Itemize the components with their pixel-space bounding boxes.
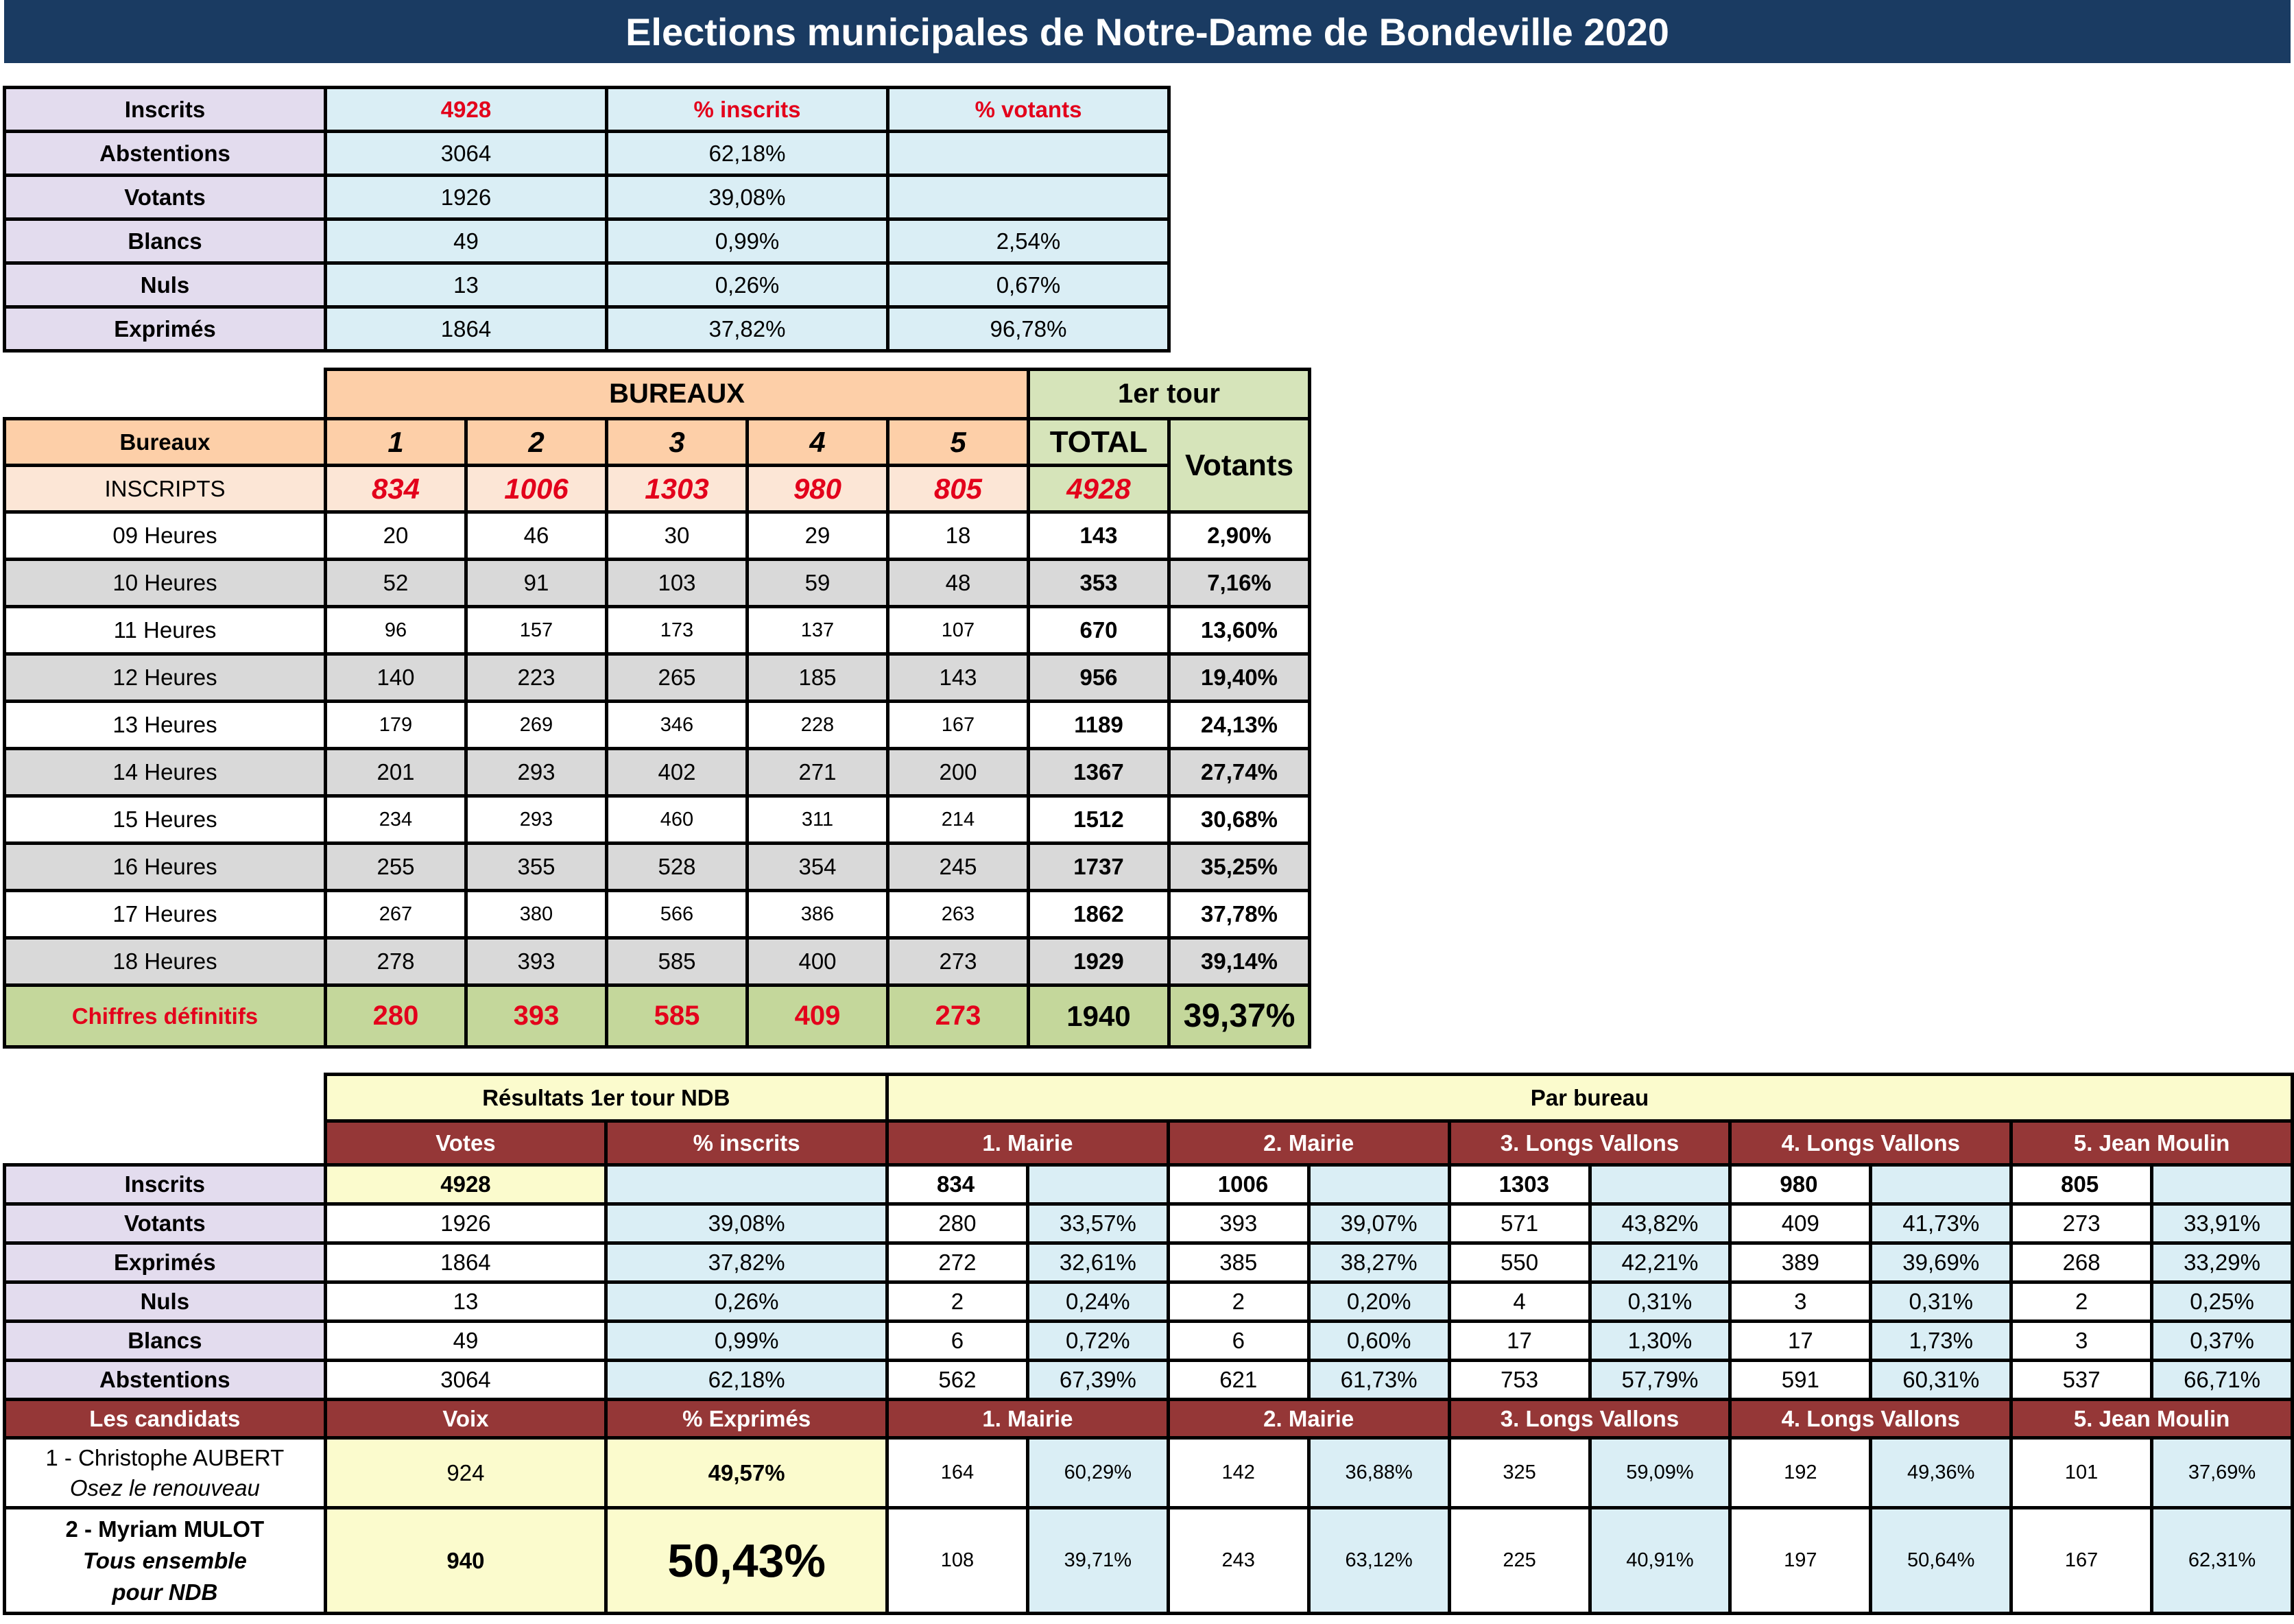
table-cell: 393 — [466, 986, 607, 1047]
table-row — [5, 88, 1169, 132]
table-cell: 550 — [1449, 1243, 1590, 1282]
bureau-header: 5. Jean Moulin — [2011, 1121, 2293, 1165]
table-row — [5, 1322, 2293, 1361]
table-cell: 3 — [1730, 1282, 1871, 1322]
table-cell: 49 — [325, 1322, 606, 1361]
table-cell: 386 — [748, 891, 888, 938]
table-cell: 37,78% — [1169, 891, 1310, 938]
page-title: Elections municipales de Notre-Dame de Bondeville 2020 — [4, 0, 2291, 63]
table-cell: 528 — [607, 844, 748, 891]
table-cell: 35,25% — [1169, 844, 1310, 891]
table-row — [5, 132, 1169, 176]
table-cell: 50,64% — [1871, 1508, 2011, 1614]
par-bureau-header: Par bureau — [887, 1075, 2293, 1121]
table-cell: 670 — [1029, 607, 1169, 654]
column-header: Les candidats — [5, 1400, 326, 1438]
table-row — [5, 370, 1310, 419]
table-cell: 39,07% — [1309, 1204, 1449, 1243]
row-label: Nuls — [5, 1282, 326, 1322]
table-cell — [1590, 1165, 1730, 1204]
table-cell: 1862 — [1029, 891, 1169, 938]
table-cell: 62,18% — [607, 132, 888, 176]
row-label: Blancs — [5, 1322, 326, 1361]
table-cell: 48 — [888, 560, 1029, 607]
ndb-results-header: Résultats 1er tour NDB — [325, 1075, 887, 1121]
bureau-header: 5. Jean Moulin — [2011, 1400, 2293, 1438]
table-cell: 273 — [2011, 1204, 2152, 1243]
column-header: Votes — [325, 1121, 606, 1165]
table-cell: 1006 — [466, 466, 607, 512]
row-label: 16 Heures — [5, 844, 326, 891]
column-header: % inscrits — [607, 88, 888, 132]
table-cell: 393 — [1168, 1204, 1309, 1243]
table-cell: 2 — [2011, 1282, 2152, 1322]
table-cell: 17 — [1449, 1322, 1590, 1361]
row-label: 15 Heures — [5, 796, 326, 844]
table-cell: 1940 — [1029, 986, 1169, 1047]
table-row — [5, 176, 1169, 219]
table-row — [5, 702, 1310, 749]
table-cell: 3064 — [325, 1361, 606, 1400]
table-cell: 62,18% — [606, 1361, 887, 1400]
table-cell: 38,27% — [1309, 1243, 1449, 1282]
table-cell: 179 — [326, 702, 466, 749]
table-cell: 753 — [1449, 1361, 1590, 1400]
table-row — [5, 986, 1310, 1047]
table-cell: 2 — [887, 1282, 1028, 1322]
table-cell — [888, 176, 1169, 219]
table-cell: 243 — [1168, 1508, 1309, 1614]
table-cell: 67,39% — [1027, 1361, 1168, 1400]
column-header: % inscrits — [606, 1121, 887, 1165]
candidate-list: Osez le renouveau — [69, 1474, 260, 1501]
table-cell: 49,57% — [606, 1438, 887, 1508]
table-cell: 24,13% — [1169, 702, 1310, 749]
table-row — [5, 1165, 2293, 1204]
table-cell: 389 — [1730, 1243, 1871, 1282]
participation-table — [3, 368, 1311, 1049]
table-cell: 39,08% — [607, 176, 888, 219]
table-cell: 13 — [326, 263, 607, 307]
table-row — [5, 796, 1310, 844]
table-row — [5, 1243, 2293, 1282]
table-cell: 834 — [887, 1165, 1028, 1204]
row-label: Exprimés — [5, 1243, 326, 1282]
table-cell: 1929 — [1029, 938, 1169, 986]
table-row — [5, 1282, 2293, 1322]
table-cell: 0,24% — [1027, 1282, 1168, 1322]
table-row — [5, 1400, 2293, 1438]
table-cell: 346 — [607, 702, 748, 749]
inscrits-value: 4928 — [326, 88, 607, 132]
bureau-number: 1 — [326, 419, 466, 466]
table-cell: 19,40% — [1169, 654, 1310, 702]
column-header: % Exprimés — [606, 1400, 887, 1438]
table-cell: 6 — [1168, 1322, 1309, 1361]
table-row — [5, 891, 1310, 938]
column-header: % votants — [888, 88, 1169, 132]
table-row — [5, 1361, 2293, 1400]
table-cell: 280 — [887, 1204, 1028, 1243]
table-cell: 40,91% — [1590, 1508, 1730, 1614]
table-cell: 0,72% — [1027, 1322, 1168, 1361]
table-cell: 33,57% — [1027, 1204, 1168, 1243]
table-cell: 185 — [748, 654, 888, 702]
table-cell — [1309, 1165, 1449, 1204]
table-row — [5, 512, 1310, 560]
table-cell: 0,31% — [1871, 1282, 2011, 1322]
table-cell: 311 — [748, 796, 888, 844]
table-cell: 2 — [1168, 1282, 1309, 1322]
table-cell: 393 — [466, 938, 607, 986]
row-label: Abstentions — [5, 132, 326, 176]
row-label: 12 Heures — [5, 654, 326, 702]
table-cell: 255 — [326, 844, 466, 891]
table-cell: 39,71% — [1027, 1508, 1168, 1614]
table-cell: 164 — [887, 1438, 1028, 1508]
table-cell: 0,25% — [2152, 1282, 2293, 1322]
table-cell: 41,73% — [1871, 1204, 2011, 1243]
table-cell: 278 — [326, 938, 466, 986]
table-cell: 52 — [326, 560, 466, 607]
table-cell: 140 — [326, 654, 466, 702]
table-cell: 273 — [888, 938, 1029, 986]
table-cell: 39,08% — [606, 1204, 887, 1243]
bureau-number: 2 — [466, 419, 607, 466]
row-label: Votants — [5, 176, 326, 219]
table-cell: 157 — [466, 607, 607, 654]
table-cell: 1,73% — [1871, 1322, 2011, 1361]
table-cell: 103 — [607, 560, 748, 607]
table-cell: 142 — [1168, 1438, 1309, 1508]
table-cell: 267 — [326, 891, 466, 938]
table-cell: 6 — [887, 1322, 1028, 1361]
table-cell: 585 — [607, 986, 748, 1047]
table-cell: 36,88% — [1309, 1438, 1449, 1508]
table-cell: 272 — [887, 1243, 1028, 1282]
table-cell: 460 — [607, 796, 748, 844]
table-cell: 13 — [325, 1282, 606, 1322]
table-cell: 354 — [748, 844, 888, 891]
table-cell: 269 — [466, 702, 607, 749]
bureau-header: 3. Longs Vallons — [1449, 1121, 1730, 1165]
bureau-number: 3 — [607, 419, 748, 466]
bureau-header: 1. Mairie — [887, 1400, 1169, 1438]
row-label: Exprimés — [5, 307, 326, 351]
table-cell: 107 — [888, 607, 1029, 654]
bureau-header: 2. Mairie — [1168, 1400, 1449, 1438]
bureau-number: 5 — [888, 419, 1029, 466]
table-cell: 566 — [607, 891, 748, 938]
table-cell: 834 — [326, 466, 466, 512]
table-cell: 2,90% — [1169, 512, 1310, 560]
table-cell: 268 — [2011, 1243, 2152, 1282]
candidate-cell — [5, 1438, 326, 1508]
table-cell: 980 — [1730, 1165, 1871, 1204]
table-cell: 1864 — [325, 1243, 606, 1282]
table-cell: 1303 — [607, 466, 748, 512]
table-cell: 353 — [1029, 560, 1169, 607]
table-cell: 96 — [326, 607, 466, 654]
votants-header: Votants — [1169, 419, 1310, 512]
table-row — [5, 419, 1310, 466]
empty-cell — [5, 370, 326, 419]
table-cell: 225 — [1449, 1508, 1590, 1614]
table-cell: 192 — [1730, 1438, 1871, 1508]
table-cell: 39,14% — [1169, 938, 1310, 986]
table-cell: 33,91% — [2152, 1204, 2293, 1243]
table-cell: 1864 — [326, 307, 607, 351]
table-cell: 214 — [888, 796, 1029, 844]
table-cell: 1737 — [1029, 844, 1169, 891]
table-cell — [2152, 1165, 2293, 1204]
table-cell: 108 — [887, 1508, 1028, 1614]
row-label: 17 Heures — [5, 891, 326, 938]
table-cell — [1027, 1165, 1168, 1204]
table-cell: 537 — [2011, 1361, 2152, 1400]
bureau-header: 4. Longs Vallons — [1730, 1121, 2011, 1165]
table-cell: 137 — [748, 607, 888, 654]
table-cell: 0,99% — [607, 219, 888, 263]
row-label: 14 Heures — [5, 749, 326, 796]
table-cell: 37,69% — [2152, 1438, 2293, 1508]
table-cell: 27,74% — [1169, 749, 1310, 796]
table-cell: 263 — [888, 891, 1029, 938]
row-label: Bureaux — [5, 419, 326, 466]
empty-cell — [5, 1075, 326, 1121]
table-cell: 37,82% — [607, 307, 888, 351]
table-cell: 293 — [466, 796, 607, 844]
table-cell: 4 — [1449, 1282, 1590, 1322]
table-cell: 0,37% — [2152, 1322, 2293, 1361]
table-cell: 60,31% — [1871, 1361, 2011, 1400]
table-cell: 13,60% — [1169, 607, 1310, 654]
table-cell: 0,20% — [1309, 1282, 1449, 1322]
table-cell: 805 — [888, 466, 1029, 512]
tour-header: 1er tour — [1029, 370, 1310, 419]
table-cell: 409 — [748, 986, 888, 1047]
table-cell: 61,73% — [1309, 1361, 1449, 1400]
table-cell: 591 — [1730, 1361, 1871, 1400]
table-cell: 380 — [466, 891, 607, 938]
table-cell: 7,16% — [1169, 560, 1310, 607]
table-row — [5, 263, 1169, 307]
candidate-name: 2 - Myriam MULOT — [65, 1516, 265, 1542]
bureau-number: 4 — [748, 419, 888, 466]
table-cell: 273 — [888, 986, 1029, 1047]
row-label: Votants — [5, 1204, 326, 1243]
table-cell: 325 — [1449, 1438, 1590, 1508]
table-cell: 49,36% — [1871, 1438, 2011, 1508]
table-cell: 62,31% — [2152, 1508, 2293, 1614]
row-label: Abstentions — [5, 1361, 326, 1400]
table-cell: 59 — [748, 560, 888, 607]
table-cell: 355 — [466, 844, 607, 891]
table-row — [5, 654, 1310, 702]
table-cell: 60,29% — [1027, 1438, 1168, 1508]
table-cell: 17 — [1730, 1322, 1871, 1361]
results-table — [3, 1073, 2294, 1615]
table-cell — [888, 132, 1169, 176]
table-cell: 0,67% — [888, 263, 1169, 307]
table-cell: 280 — [326, 986, 466, 1047]
table-cell: 1926 — [326, 176, 607, 219]
table-cell: 293 — [466, 749, 607, 796]
table-row — [5, 219, 1169, 263]
total-header: TOTAL — [1029, 419, 1169, 466]
table-cell: 562 — [887, 1361, 1028, 1400]
row-label: Chiffres définitifs — [5, 986, 326, 1047]
table-cell: 66,71% — [2152, 1361, 2293, 1400]
table-cell: 245 — [888, 844, 1029, 891]
table-cell: 4928 — [1029, 466, 1169, 512]
table-cell: 402 — [607, 749, 748, 796]
row-label: 18 Heures — [5, 938, 326, 986]
table-cell: 167 — [888, 702, 1029, 749]
table-cell: 1189 — [1029, 702, 1169, 749]
table-cell: 1,30% — [1590, 1322, 1730, 1361]
table-cell: 0,26% — [606, 1282, 887, 1322]
column-header: Voix — [325, 1400, 606, 1438]
table-cell: 20 — [326, 512, 466, 560]
table-cell: 3064 — [326, 132, 607, 176]
bureau-header: 2. Mairie — [1168, 1121, 1449, 1165]
table-cell: 63,12% — [1309, 1508, 1449, 1614]
table-cell: 57,79% — [1590, 1361, 1730, 1400]
table-cell: 167 — [2011, 1508, 2152, 1614]
candidate-list: pour NDB — [112, 1579, 218, 1605]
table-cell: 0,99% — [606, 1322, 887, 1361]
row-label: Blancs — [5, 219, 326, 263]
table-cell: 1006 — [1168, 1165, 1309, 1204]
table-cell: 4928 — [325, 1165, 606, 1204]
table-cell: 2,54% — [888, 219, 1169, 263]
table-cell: 29 — [748, 512, 888, 560]
row-label: 11 Heures — [5, 607, 326, 654]
table-cell: 33,29% — [2152, 1243, 2293, 1282]
candidate-cell — [5, 1508, 326, 1614]
table-row — [5, 466, 1310, 512]
table-row — [5, 1508, 2293, 1614]
table-row — [5, 749, 1310, 796]
table-cell: 18 — [888, 512, 1029, 560]
table-cell: 59,09% — [1590, 1438, 1730, 1508]
table-cell: 271 — [748, 749, 888, 796]
table-cell: 585 — [607, 938, 748, 986]
empty-cell — [5, 1121, 326, 1165]
candidate-list: Tous ensemble — [82, 1547, 247, 1573]
table-cell: 201 — [326, 749, 466, 796]
table-cell: 197 — [1730, 1508, 1871, 1614]
table-cell: 46 — [466, 512, 607, 560]
table-cell: 400 — [748, 938, 888, 986]
table-cell: 1367 — [1029, 749, 1169, 796]
row-label: Inscrits — [5, 88, 326, 132]
bureau-header: 1. Mairie — [887, 1121, 1169, 1165]
table-cell: 234 — [326, 796, 466, 844]
table-row — [5, 1204, 2293, 1243]
table-cell: 956 — [1029, 654, 1169, 702]
table-cell: 0,26% — [607, 263, 888, 307]
table-cell: 223 — [466, 654, 607, 702]
table-cell: 96,78% — [888, 307, 1169, 351]
table-cell: 805 — [2011, 1165, 2152, 1204]
table-cell: 409 — [1730, 1204, 1871, 1243]
table-cell: 1303 — [1449, 1165, 1590, 1204]
bureaux-header: BUREAUX — [326, 370, 1029, 419]
table-cell: 143 — [1029, 512, 1169, 560]
table-cell: 39,37% — [1169, 986, 1310, 1047]
table-row — [5, 938, 1310, 986]
table-row — [5, 844, 1310, 891]
table-cell: 1512 — [1029, 796, 1169, 844]
table-cell: 1926 — [325, 1204, 606, 1243]
table-cell: 42,21% — [1590, 1243, 1730, 1282]
row-label: INSCRIPTS — [5, 466, 326, 512]
bureau-header: 4. Longs Vallons — [1730, 1400, 2011, 1438]
table-row — [5, 1438, 2293, 1508]
summary-table — [3, 86, 1171, 353]
table-cell: 571 — [1449, 1204, 1590, 1243]
table-cell: 924 — [325, 1438, 606, 1508]
table-cell: 30 — [607, 512, 748, 560]
row-label: 09 Heures — [5, 512, 326, 560]
table-cell: 228 — [748, 702, 888, 749]
table-cell: 980 — [748, 466, 888, 512]
table-cell: 3 — [2011, 1322, 2152, 1361]
table-cell: 940 — [325, 1508, 606, 1614]
table-cell: 385 — [1168, 1243, 1309, 1282]
row-label: Nuls — [5, 263, 326, 307]
table-cell: 32,61% — [1027, 1243, 1168, 1282]
table-row — [5, 1075, 2293, 1121]
row-label: 13 Heures — [5, 702, 326, 749]
table-cell: 0,60% — [1309, 1322, 1449, 1361]
table-cell: 39,69% — [1871, 1243, 2011, 1282]
table-cell: 30,68% — [1169, 796, 1310, 844]
table-cell: 91 — [466, 560, 607, 607]
table-cell: 200 — [888, 749, 1029, 796]
table-cell: 143 — [888, 654, 1029, 702]
table-row — [5, 560, 1310, 607]
candidate-name: 1 - Christophe AUBERT — [45, 1444, 285, 1470]
row-label: Inscrits — [5, 1165, 326, 1204]
table-cell: 621 — [1168, 1361, 1309, 1400]
table-cell: 0,31% — [1590, 1282, 1730, 1322]
table-row — [5, 607, 1310, 654]
table-row — [5, 307, 1169, 351]
table-cell: 173 — [607, 607, 748, 654]
table-cell: 265 — [607, 654, 748, 702]
table-cell — [606, 1165, 887, 1204]
table-cell: 43,82% — [1590, 1204, 1730, 1243]
row-label: 10 Heures — [5, 560, 326, 607]
table-cell: 37,82% — [606, 1243, 887, 1282]
table-cell — [1871, 1165, 2011, 1204]
table-cell: 49 — [326, 219, 607, 263]
table-cell: 50,43% — [606, 1508, 887, 1614]
table-row — [5, 1121, 2293, 1165]
table-cell: 101 — [2011, 1438, 2152, 1508]
bureau-header: 3. Longs Vallons — [1449, 1400, 1730, 1438]
